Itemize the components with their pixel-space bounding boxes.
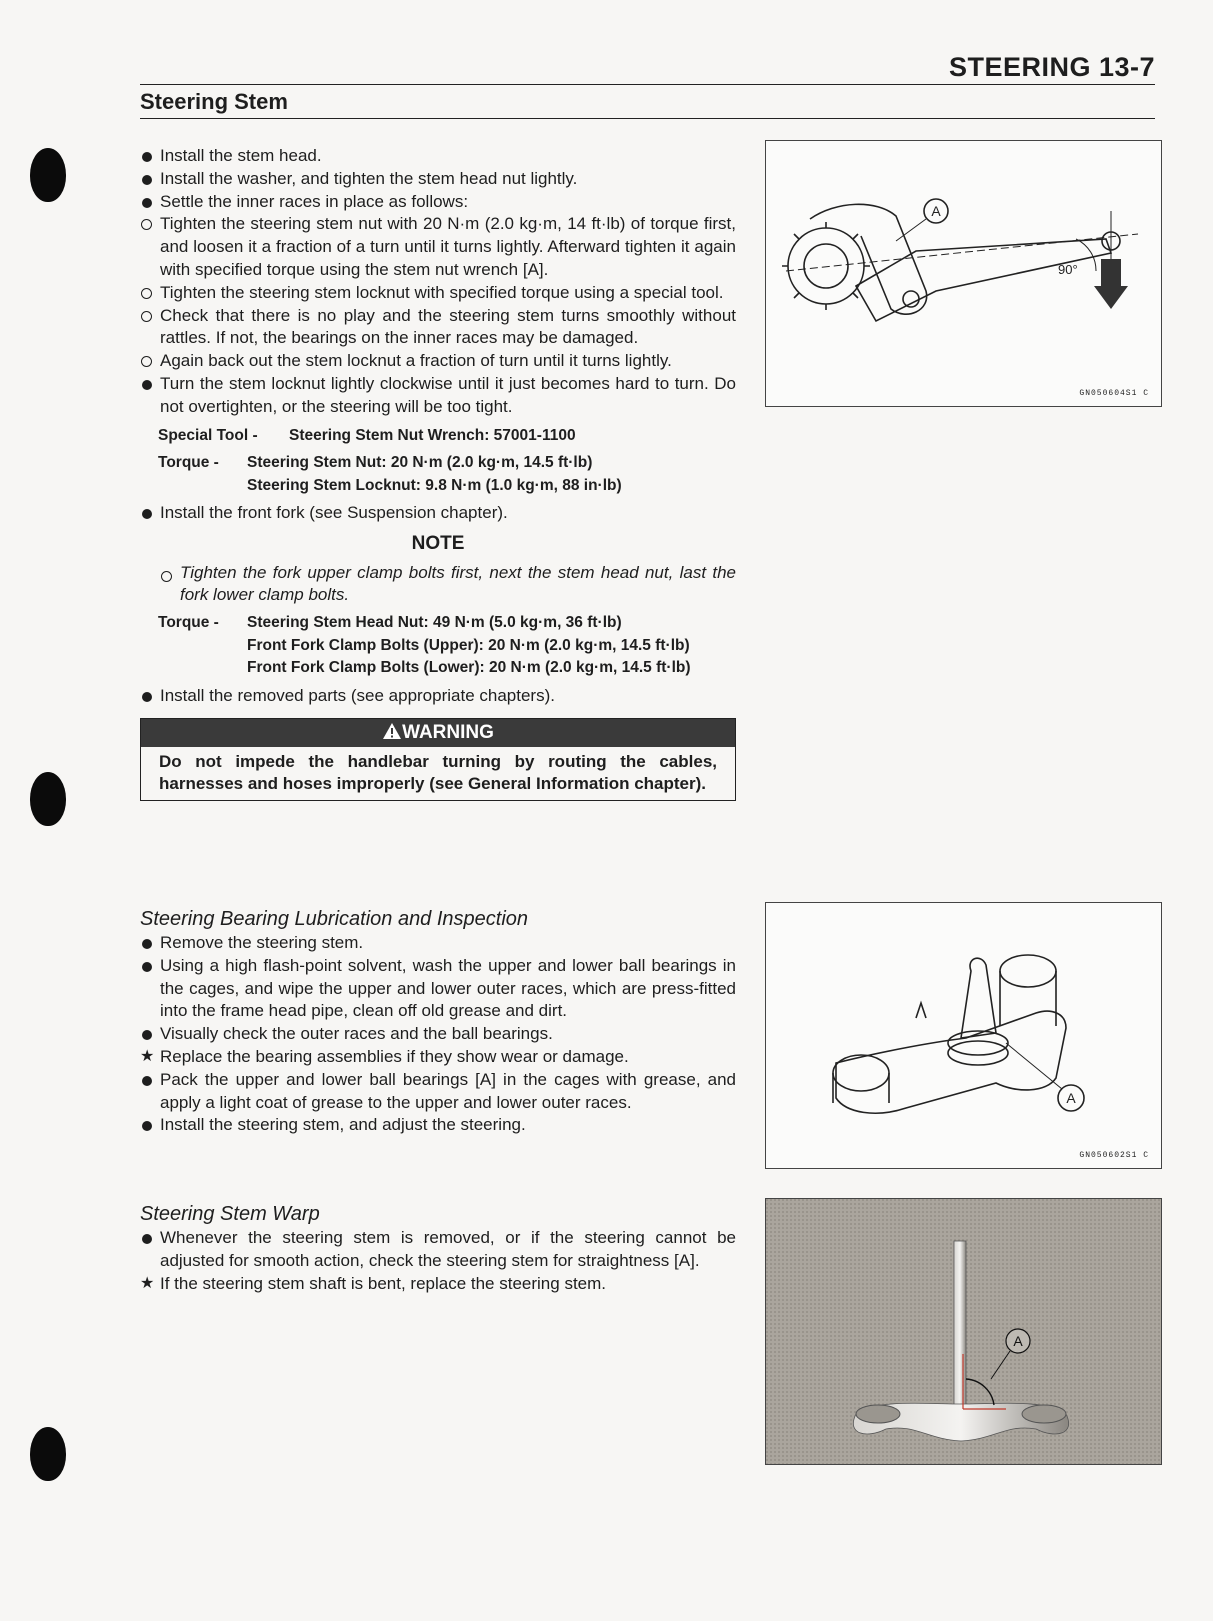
punch-hole-bottom bbox=[30, 1427, 66, 1481]
subsection-title: Steering Bearing Lubrication and Inspection bbox=[140, 908, 529, 930]
punch-hole-top bbox=[30, 148, 66, 202]
section-title: Steering Stem bbox=[140, 89, 288, 114]
list-item: Install the front fork (see Suspension chapter). bbox=[160, 503, 508, 523]
callout-a: A bbox=[1066, 1090, 1076, 1106]
figure-steering-stem-bearing bbox=[765, 902, 1162, 1169]
list-item: Remove the steering stem. bbox=[160, 933, 364, 952]
list-item: ★ If the steering stem shaft is bent, replace the steering stem. bbox=[140, 1273, 607, 1293]
figure-stem-nut-wrench bbox=[765, 140, 1162, 407]
figure-code: GN050602S1 C bbox=[1079, 1151, 1149, 1160]
warning-header: WARNING bbox=[141, 719, 735, 747]
list-item: Settle the inner races in place as follows: bbox=[160, 191, 469, 211]
section-rule bbox=[140, 118, 1155, 119]
subsection-title: Steering Stem Warp bbox=[140, 1203, 320, 1225]
callout-a: A bbox=[931, 203, 941, 219]
list-item: Turn the stem locknut lightly clockwise until it just becomes hard to turn. Do not overtighten, or the steering will be too tight. bbox=[160, 373, 736, 416]
special-tool-spec: Special Tool - Steering Stem Nut Wrench: 57001-1100 bbox=[158, 426, 576, 444]
note-title: NOTE bbox=[411, 532, 465, 554]
list-item: Pack the upper and lower ball bearings [A] in the cages with grease, and apply a light coat of grease to the upper and lower outer races. bbox=[160, 1069, 736, 1112]
punch-hole-middle bbox=[30, 772, 66, 826]
figure-code: GN050604S1 C bbox=[1079, 389, 1149, 398]
torque-spec-1: Torque - Steering Stem Nut: 20 N·m (2.0 kg·m, 14.5 ft·lb) Steering Stem Locknut: 9.8 N·m (1.0 kg·m, 88 in·lb) bbox=[158, 454, 622, 494]
header-rule bbox=[140, 84, 1155, 85]
list-item: Install the removed parts (see appropriate chapters). bbox=[160, 685, 555, 705]
angle-label: 90° bbox=[1058, 262, 1078, 277]
note-text: Tighten the fork upper clamp bolts first, next the stem head nut, last the fork lower clamp bolts. bbox=[180, 562, 736, 605]
list-item: Tighten the steering stem locknut with specified torque using a special tool. bbox=[160, 282, 724, 302]
bearing-lubrication-section bbox=[140, 906, 736, 1137]
stem-nut-wrench-illustration bbox=[766, 141, 1161, 406]
chapter-title: STEERING 13-7 bbox=[948, 52, 1155, 82]
star-icon: ★ bbox=[140, 1274, 155, 1292]
warning-box bbox=[140, 718, 736, 802]
steering-stem-procedure bbox=[140, 145, 736, 801]
list-item: Again back out the stem locknut a fraction of turn until it turns lightly. bbox=[160, 351, 672, 371]
steering-stem-bearing-illustration bbox=[766, 903, 1161, 1168]
list-item: ★ Replace the bearing assemblies if they show wear or damage. bbox=[140, 1046, 629, 1066]
list-item: Check that there is no play and the steering stem turns smoothly without rattles. If not, the bearings on the inner races may be damaged. bbox=[160, 305, 736, 348]
warning-text: Do not impede the handlebar turning by routing the cables, harnesses and hoses improperly (see General Information chapter). bbox=[159, 751, 717, 794]
list-item: Tighten the steering stem nut with 20 N·m (2.0 kg·m, 14 ft·lb) of torque first, and loosen it a fraction of a turn until it turns lightly. Afterward tighten it again with specified torque using the stem nut wrench [A]. bbox=[160, 214, 736, 279]
star-icon: ★ bbox=[140, 1047, 155, 1065]
warning-triangle-icon bbox=[382, 722, 402, 740]
arrow-down-icon bbox=[1094, 259, 1128, 309]
list-item: Install the stem head. bbox=[160, 146, 322, 165]
stem-warp-section bbox=[140, 1201, 736, 1295]
list-item: Whenever the steering stem is removed, or if the steering cannot be adjusted for smooth action, check the steering stem for straightness [A]. bbox=[160, 1228, 736, 1270]
photo-stem-straightness bbox=[765, 1198, 1162, 1465]
callout-a: A bbox=[1013, 1333, 1023, 1349]
list-item: Install the washer, and tighten the stem head nut lightly. bbox=[160, 168, 578, 188]
stem-straightness-photo bbox=[766, 1199, 1161, 1464]
list-item: Visually check the outer races and the ball bearings. bbox=[160, 1024, 553, 1044]
list-item: Install the steering stem, and adjust the steering. bbox=[160, 1115, 526, 1135]
list-item: Using a high flash-point solvent, wash the upper and lower ball bearings in the cages, and wipe the upper and lower outer races, which are press-fitted into the frame head pipe, clean off old grease and dirt. bbox=[160, 955, 736, 1021]
torque-spec-2: Torque - Steering Stem Head Nut: 49 N·m (5.0 kg·m, 36 ft·lb) Front Fork Clamp Bolts (Upper): 20 N·m (2.0 kg·m, 14.5 ft·lb) Front Fork Clamp Bolts (Lower): 20 N·m (2.0 kg·m, 14.5 ft·lb) bbox=[158, 614, 691, 677]
